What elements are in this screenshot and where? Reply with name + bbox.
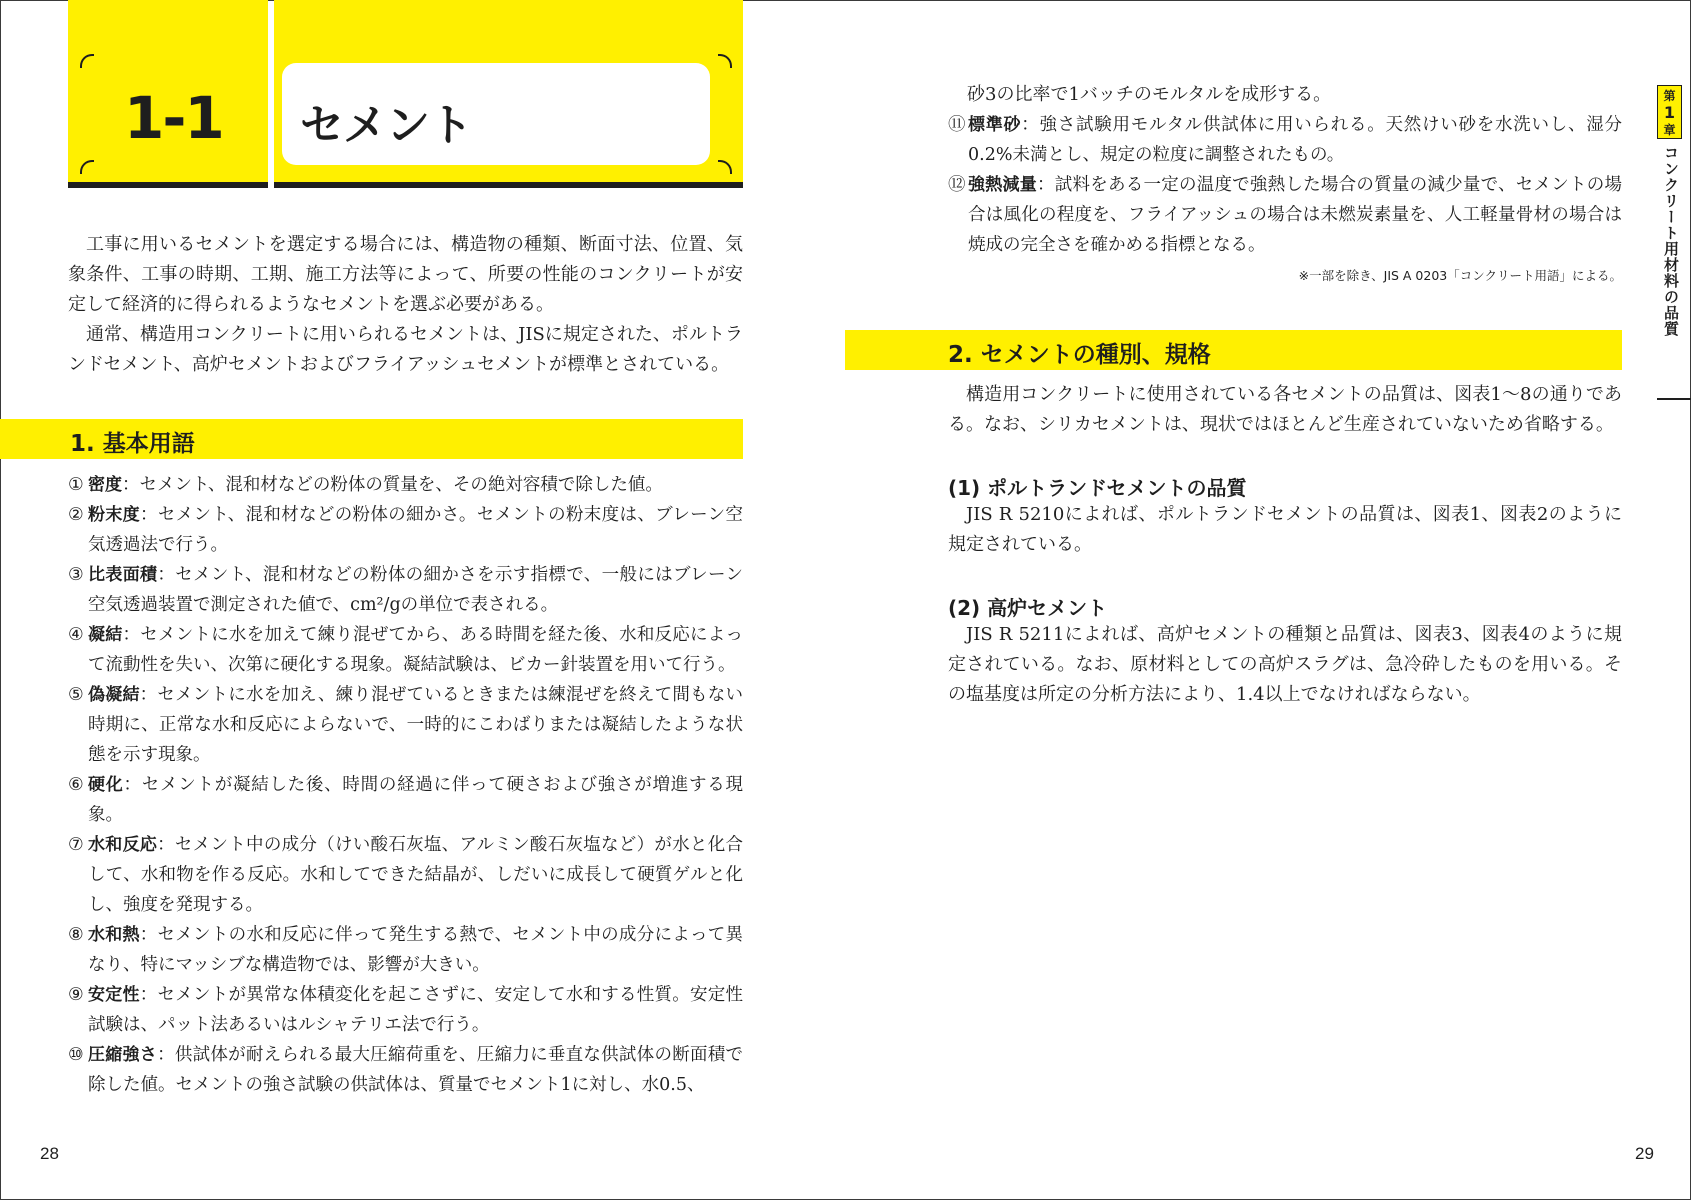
tab-divider [1657,398,1691,400]
corner-mark [80,54,94,68]
list-item: ⑦ 水和反応：セメント中の成分（けい酸石灰塩、アルミン酸石灰塩など）が水と化合して、水和物を作る反応。水和してできた結晶が、しだいに成長して硬質ゲルと化し、強度を発現する。 [68,835,743,915]
continued-line: 砂3の比率で1バッチのモルタルを成形する。 [967,84,1332,105]
page-number: 28 [40,1144,59,1163]
list-item: ⑫ 強熱減量：試料をある一定の温度で強熱した場合の質量の減少量で、セメントの場合は風化の程度を、フライアッシュの場合は未燃炭素量を、人工軽量骨材の場合は焼成の完全さを確かめる指標となる。 [948,175,1622,255]
source-note: ※一部を除き、JIS A 0203「コンクリート用語」による。 [1298,268,1622,283]
page-number: 29 [1635,1144,1654,1163]
chapter-title-panel [282,63,710,165]
list-item: ⑩ 圧縮強さ：供試体が耐えられる最大圧縮荷重を、圧縮力に垂直な供試体の断面積で除した値。セメントの強さ試験の供試体は、質量でセメント1に対し、水0.5、 [68,1045,744,1095]
term-name: 偽凝結 [88,685,140,705]
term-definition: ：供試体が耐えられる最大圧縮荷重を、圧縮力に垂直な供試体の断面積で除した値。セメントの強さ試験の供試体は、質量でセメント1に対し、水0.5、 [88,1045,744,1095]
term-name: 安定性 [88,985,140,1005]
term-definition: ：セメントに水を加え、練り混ぜているときまたは練混ぜを終えて間もない時期に、正常な水和反応によらないで、一時的にこわばりまたは凝結したような状態を示す現象。 [88,685,743,765]
underline-bar [274,182,743,188]
term-definition: ：セメントが凝結した後、時間の経過に伴って硬さおよび強さが増進する現象。 [88,775,744,825]
term-name: 標準砂 [968,115,1022,135]
chapter-heading [68,0,743,196]
term-name: 凝結 [88,625,123,645]
right-page [845,0,1691,1200]
chapter-title: セメント [300,100,472,151]
list-item: ① 密度：セメント、混和材などの粉体の質量を、その絶対容積で除した値。 [68,475,663,495]
list-item: ④ 凝結：セメントに水を加えて練り混ぜてから、ある時間を経た後、水和反応によって流動性を失い、次第に硬化する現象。凝結試験は、ビカー針装置を用いて行う。 [68,625,744,675]
subsection-text: JIS R 5210によれば、ポルトランドセメントの品質は、図表1、図表2のように規定されている。 [948,504,1622,555]
term-name: 粉末度 [88,505,141,525]
term-definition: ：セメントに水を加えて練り混ぜてから、ある時間を経た後、水和反応によって流動性を失い、次第に硬化する現象。凝結試験は、ビカー針装置を用いて行う。 [88,625,744,675]
term-list [948,110,1622,260]
term-name: 水和反応 [88,835,158,855]
term-name: 硬化 [88,775,124,795]
underline-bar [68,182,268,188]
section-title: 2. セメントの種別、規格 [948,342,1211,368]
chapter-title-box [274,0,743,188]
left-page [0,0,845,1200]
term-definition: ：セメントが異常な体積変化を起こさずに、安定して水和する性質。安定性試験は、パット法あるいはルシャテリエ法で行う。 [88,985,743,1035]
list-item: ⑧ 水和熱：セメントの水和反応に伴って発生する熱で、セメント中の成分によって異なり、特にマッシブな構造物では、影響が大きい。 [68,925,743,975]
term-name: 比表面積 [88,565,158,585]
term-name: 強熱減量 [968,175,1037,195]
intro-text [68,230,743,380]
term-definition: ：セメントの水和反応に伴って発生する熱で、セメント中の成分によって異なり、特にマッシブな構造物では、影響が大きい。 [88,925,743,975]
subsection-title: (1) ポルトランドセメントの品質 [948,476,1247,500]
chapter-tab [1657,85,1684,337]
term-name: 圧縮強さ [88,1045,158,1065]
intro-paragraph: 通常、構造用コンクリートに用いられるセメントは、JISに規定された、ポルトランドセメント、高炉セメントおよびフライアッシュセメントが標準とされている。 [68,324,743,375]
chapter-number-box [68,0,268,188]
list-item: ③ 比表面積：セメント、混和材などの粉体の細かさを示す指標で、一般にはブレーン空気透過装置で測定された値で、cm²/gの単位で表される。 [68,565,743,615]
list-item: ⑥ 硬化：セメントが凝結した後、時間の経過に伴って硬さおよび強さが増進する現象。 [68,775,744,825]
section-title: 1. 基本用語 [70,431,195,457]
list-item: ② 粉末度：セメント、混和材などの粉体の細かさ。セメントの粉末度は、ブレーン空気透過法で行う。 [68,505,743,555]
subsection-title: (2) 高炉セメント [948,596,1108,620]
list-item: ⑪ 標準砂：強さ試験用モルタル供試体に用いられる。天然けい砂を水洗いし、湿分0.2%未満とし、規定の粒度に調整されたもの。 [948,115,1622,165]
chapter-number: 1-1 [124,84,223,152]
intro-paragraph: 工事に用いるセメントを選定する場合には、構造物の種類、断面寸法、位置、気象条件、工事の時期、工期、施工方法等によって、所要の性能のコンクリートが安定して経済的に得られるようなセメントを選ぶ必要がある。 [68,234,743,315]
term-definition: ：試料をある一定の温度で強熱した場合の質量の減少量で、セメントの場合は風化の程度を、フライアッシュの場合は未燃炭素量を、人工軽量骨材の場合は焼成の完全さを確かめる指標となる。 [968,175,1622,255]
list-item: ⑨ 安定性：セメントが異常な体積変化を起こさずに、安定して水和する性質。安定性試験は、パット法あるいはルシャテリエ法で行う。 [68,985,743,1035]
corner-mark [718,160,732,174]
term-name: 水和熱 [88,925,140,945]
continued-text [967,80,1467,110]
section2-intro: 構造用コンクリートに使用されている各セメントの品質は、図表1～8の通りである。なお、シリカセメントは、現状ではほとんど生産されていないため省略する。 [948,384,1622,435]
chapter-tab-title: コンクリート用材料の品質 [1662,145,1680,337]
term-definition: ：セメント中の成分（けい酸石灰塩、アルミン酸石灰塩など）が水と化合して、水和物を作る反応。水和してできた結晶が、しだいに成長して硬質ゲルと化し、強度を発現する。 [88,835,743,915]
term-definition: ：セメント、混和材などの粉体の細かさ。セメントの粉末度は、ブレーン空気透過法で行う。 [88,505,743,555]
term-definition: ：セメント、混和材などの粉体の質量を、その絶対容積で除した値。 [122,475,663,495]
chapter-tab-label: 第 1 章 [1657,85,1682,139]
term-definition: ：強さ試験用モルタル供試体に用いられる。天然けい砂を水洗いし、湿分0.2%未満とし、規定の粒度に調整されたもの。 [968,115,1622,165]
corner-mark [80,160,94,174]
subsection-text: JIS R 5211によれば、高炉セメントの種類と品質は、図表3、図表4のように規定されている。なお、原材料としての高炉スラグは、急冷砕したものを用いる。その塩基度は所定の分析方法により、1.4以上でなければならない。 [948,624,1622,705]
term-list [68,470,743,1100]
term-definition: ：セメント、混和材などの粉体の細かさを示す指標で、一般にはブレーン空気透過装置で測定された値で、cm²/gの単位で表される。 [88,565,743,615]
term-name: 密度 [88,475,122,495]
corner-mark [718,54,732,68]
list-item: ⑤ 偽凝結：セメントに水を加え、練り混ぜているときまたは練混ぜを終えて間もない時期に、正常な水和反応によらないで、一時的にこわばりまたは凝結したような状態を示す現象。 [68,685,743,765]
